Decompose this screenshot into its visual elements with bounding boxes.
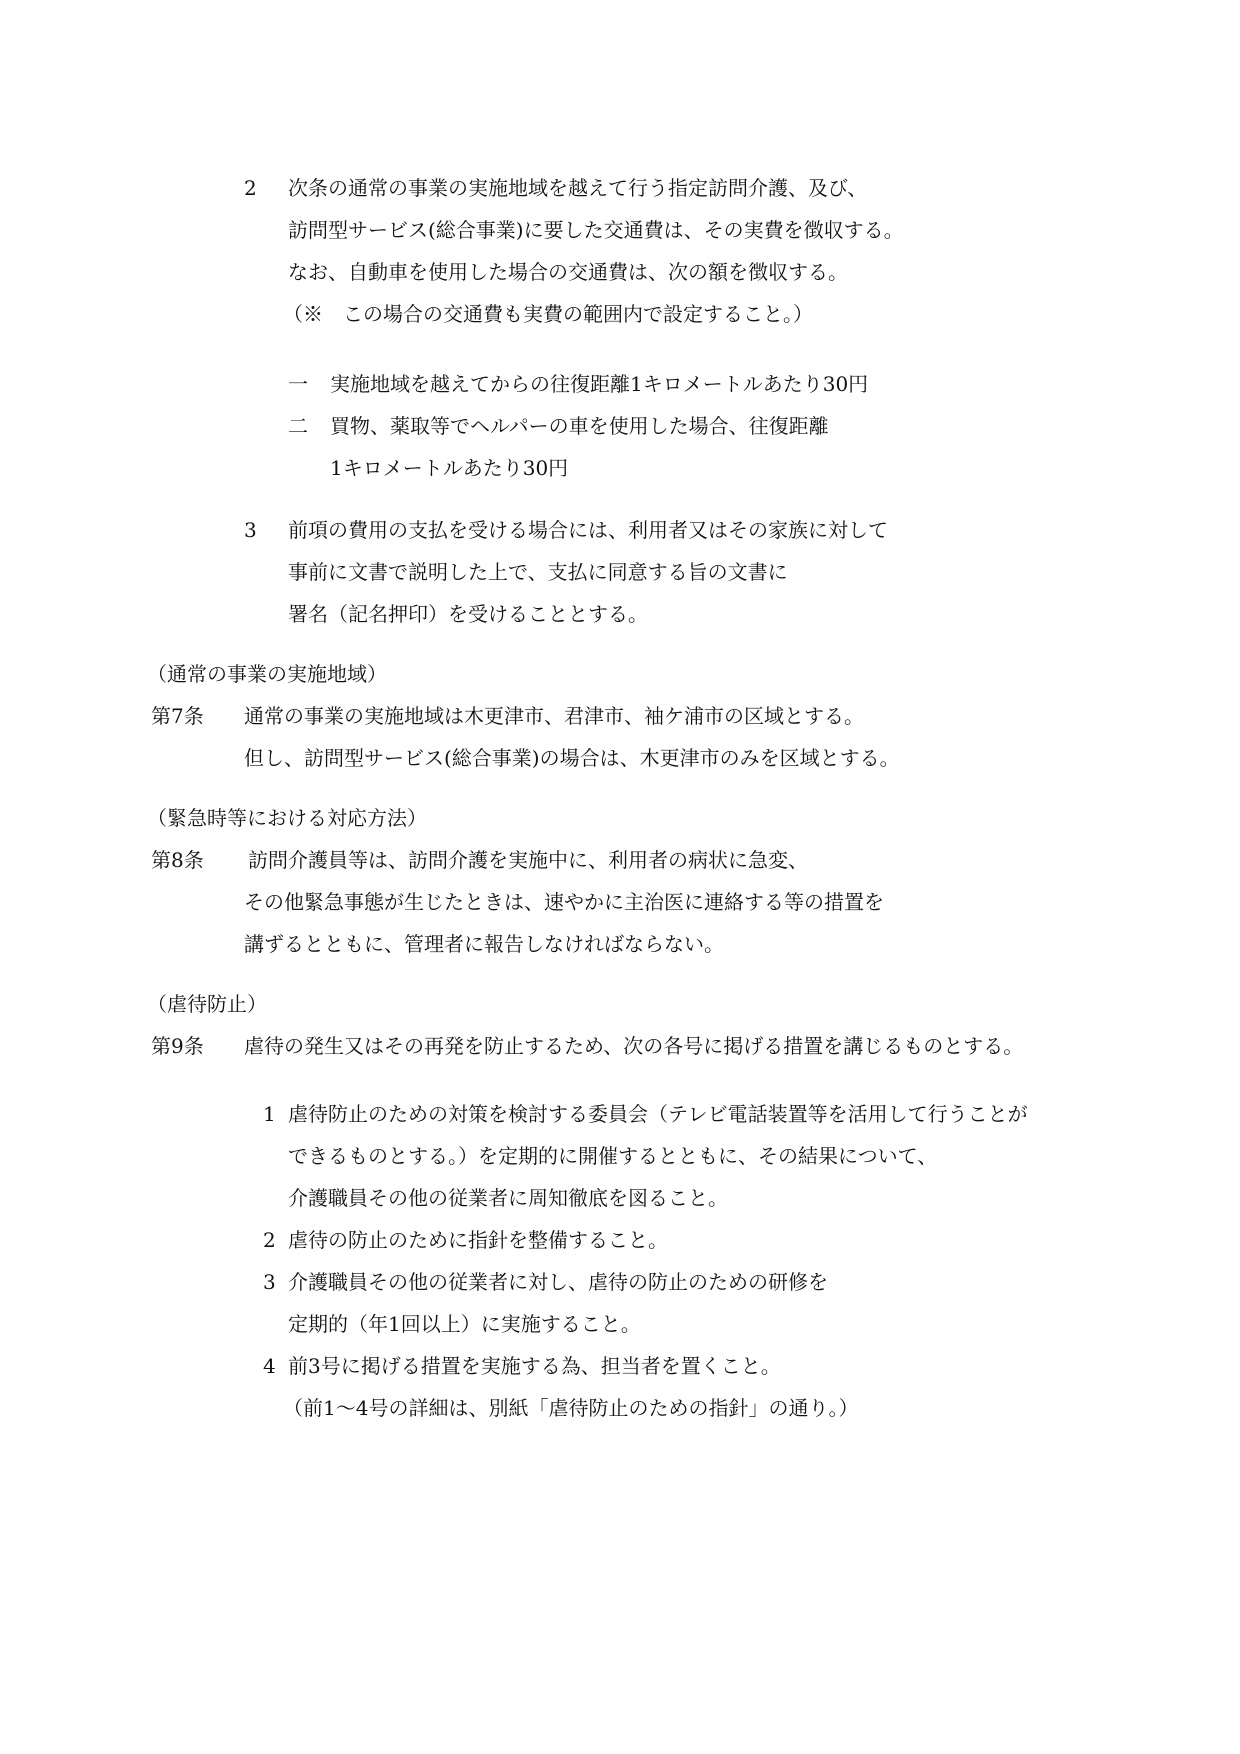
article-9-item-3-number: 3: [263, 1270, 276, 1294]
para3-line-2: 事前に文書で説明した上で、支払に同意する旨の文書に: [288, 560, 788, 584]
para2-item-1-marker: 一: [288, 372, 308, 396]
article-8-line-3: 講ずるとともに、管理者に報告しなければならない。: [244, 932, 724, 956]
article-9-item-1-line-2: できるものとする。）を定期的に開催するとともに、その結果について、: [288, 1144, 938, 1168]
para2-item-2-text: 買物、薬取等でヘルパーの車を使用した場合、往復距離: [330, 414, 829, 438]
para3-number: 3: [244, 518, 257, 542]
article-9-item-1-number: 1: [263, 1102, 276, 1126]
article-9-item-4-number: 4: [263, 1354, 276, 1378]
article-7-line-2: 但し、訪問型サービス(総合事業)の場合は、木更津市のみを区域とする。: [244, 746, 900, 770]
article-9-item-2-number: 2: [263, 1228, 276, 1252]
article-9-item-2-line-1: 虐待の防止のために指針を整備すること。: [288, 1228, 668, 1252]
article-7-line-1: 通常の事業の実施地域は木更津市、君津市、袖ケ浦市の区域とする。: [244, 704, 864, 728]
article-7-heading: （通常の事業の実施地域）: [147, 662, 387, 686]
article-9-item-4-line-1: 前3号に掲げる措置を実施する為、担当者を置くこと。: [288, 1354, 781, 1378]
article-8-line-2: その他緊急事態が生じたときは、速やかに主治医に連絡する等の措置を: [244, 890, 884, 914]
article-8-label: 第8条: [151, 848, 204, 872]
para2-line-1: 次条の通常の事業の実施地域を越えて行う指定訪問介護、及び、: [288, 176, 868, 200]
article-9-label: 第9条: [151, 1034, 204, 1058]
para2-item-1-text: 実施地域を越えてからの往復距離1キロメートルあたり30円: [330, 372, 869, 396]
article-9-intro: 虐待の発生又はその再発を防止するため、次の各号に掲げる措置を講じるものとする。: [244, 1034, 1024, 1058]
para3-line-3: 署名（記名押印）を受けることとする。: [288, 602, 648, 626]
para2-number: 2: [244, 176, 257, 200]
article-7-label: 第7条: [151, 704, 204, 728]
article-9-item-3-line-1: 介護職員その他の従業者に対し、虐待の防止のための研修を: [288, 1270, 828, 1294]
para2-line-4: （※ この場合の交通費も実費の範囲内で設定すること。）: [283, 302, 813, 326]
para2-item-2-marker: 二: [288, 414, 308, 438]
article-9-item-1-line-3: 介護職員その他の従業者に周知徹底を図ること。: [288, 1186, 728, 1210]
article-9-item-3-line-2: 定期的（年1回以上）に実施すること。: [288, 1312, 641, 1336]
article-9-note: （前1～4号の詳細は、別紙「虐待防止のための指針」の通り。）: [283, 1396, 859, 1420]
article-9-heading: （虐待防止）: [147, 992, 267, 1016]
para2-item-2-continuation: 1キロメートルあたり30円: [330, 456, 569, 480]
para2-line-2: 訪問型サービス(総合事業)に要した交通費は、その実費を徴収する。: [288, 218, 904, 242]
article-9-item-1-line-1: 虐待防止のための対策を検討する委員会（テレビ電話装置等を活用して行うことが: [288, 1102, 1028, 1126]
para3-line-1: 前項の費用の支払を受ける場合には、利用者又はその家族に対して: [288, 518, 888, 542]
article-8-heading: （緊急時等における対応方法）: [147, 806, 427, 830]
article-8-line-1: 訪問介護員等は、訪問介護を実施中に、利用者の病状に急変、: [248, 848, 808, 872]
para2-line-3: なお、自動車を使用した場合の交通費は、次の額を徴収する。: [288, 260, 848, 284]
